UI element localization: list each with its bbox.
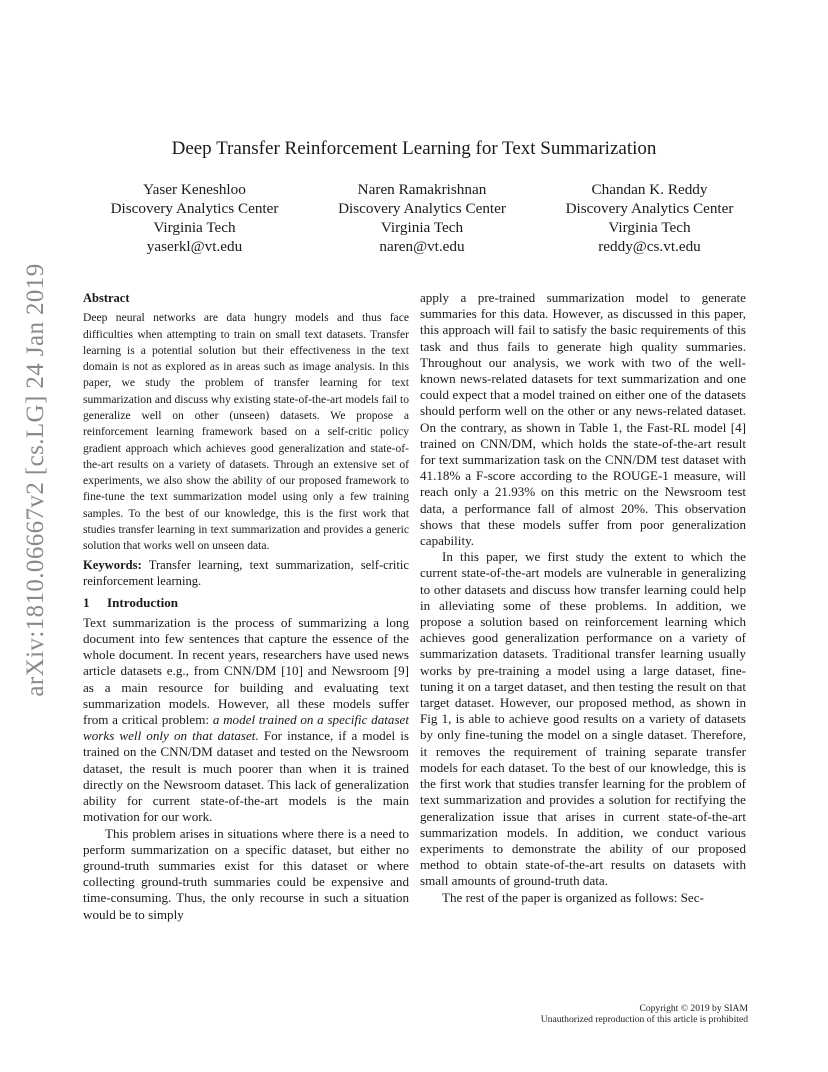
author-email: yaserkl@vt.edu (146, 238, 243, 255)
intro-paragraph-1-part-a: Text summarization is the process of summarizing a long document into few sentences that capture the essence of the whole document. In recent years, researchers have used news article datasets e.g., from CNN/DM [10] and Newsroom [9] as a main resource for building and evaluating text summarization models. However, all these models suffer from a critical problem: (83, 614, 409, 728)
keywords-label: Keywords (83, 557, 138, 572)
copyright-notice: Copyright © 2019 by SIAM (639, 1003, 748, 1014)
keywords: Keywords: Transfer learning, text summarization, self-critic reinforcement learning. (83, 557, 410, 588)
reproduction-notice: Unauthorized reproduction of this article is prohibited (540, 1014, 748, 1025)
author-name: Naren Ramakrishnan (357, 181, 487, 198)
section-title: Introduction (107, 594, 179, 610)
author-email: naren@vt.edu (379, 238, 465, 255)
author-institution: Virginia Tech (608, 219, 691, 236)
paper-title: Deep Transfer Reinforcement Learning for Text Summarization (171, 138, 657, 159)
author-2 (310, 180, 535, 256)
intro-paragraph-2: This problem arises in situations where there is a need to perform summarization on a specific dataset, but either no ground-truth summaries exist for this dataset or where collecting ground-truth summaries could be expensive and time-consuming. Thus, the only recourse in such a situation would be to simply (83, 825, 409, 922)
author-affiliation: Discovery Analytics Center (338, 200, 506, 217)
author-name: Yaser Keneshloo (143, 181, 246, 198)
arxiv-identifier (12, 263, 60, 697)
intro-paragraph-3: In this paper, we first study the extent to which the current state-of-the-art models are vulnerable in generalizing to other datasets and discuss how transfer learning could help in alleviating some of these problems. In addition, we propose a solution based on reinforcement learning which achieves good generalization performance on a variety of summarization datasets. Traditional transfer learning usually works by pre-training a model using a large dataset, fine-tuning it on a target dataset, and then testing the result on that target dataset. However, our proposed method, as shown in Fig 1, is able to achieve good results on a variety of datasets by only fine-tuning the model on a single dataset. Therefore, it removes the requirement of training separate transfer models for each dataset. To the best of our knowledge, this is the first work that studies transfer learning for the problem of text summarization and provides a solution for rectifying the generalization issue that arises in current state-of-the-art summarization models. In addition, we conduct various experiments to demonstrate the ability of our proposed method to obtain state-of-the-art results on datasets with small amounts of ground-truth data. (420, 549, 746, 889)
section-number: 1 (83, 594, 90, 610)
abstract-heading: Abstract (83, 291, 130, 305)
author-affiliation: Discovery Analytics Center (110, 200, 279, 217)
intro-paragraph-1-part-b: For instance, if a model is trained on the CNN/DM dataset and tested on the Newsroom dataset, the result is much poorer than when it is trained directly on the Newsroom dataset. This lack of generalization ability for current state-of-the-art models is the main motivation for our work. (83, 728, 409, 825)
author-email: reddy@cs.vt.edu (598, 238, 701, 255)
intro-paragraph-4: The rest of the paper is organized as follows: Sec- (442, 889, 704, 905)
intro-paragraph-2-continued: apply a pre-trained summarization model to generate summaries for this data. However, as discussed in this paper, this approach will fail to satisfy the basic requirements of this task and thus fails to generate high quality summaries. Throughout our analysis, we work with two of the well-known news-related datasets for text summarization and one could expect that a model trained on either one of the datasets should perform well on the other or any news-related dataset. On the contrary, as shown in Table 1, the Fast-RL model [4] trained on CNN/DM, which holds the state-of-the-art result for text summarization task on the CNN/DM test dataset with 41.18% a F-score according to the ROUGE-1 measure, will reach only a 21.93% on this metric on the Newsroom test data, a performance fall of almost 20%. This observation shows that these models suffer from poor generalization capability. (420, 290, 746, 549)
author-name: Chandan K. Reddy (591, 181, 708, 198)
intro-paragraph-1 (83, 615, 409, 826)
author-1 (82, 180, 307, 256)
section-heading-introduction (83, 595, 409, 611)
author-block (82, 180, 762, 256)
author-institution: Virginia Tech (153, 219, 236, 236)
intro-emphasis: a model trained on a specific dataset works well only on that dataset. (83, 712, 409, 744)
left-column (83, 290, 409, 923)
keywords-text: Transfer learning, text summarization, self-critic reinforcement learning. (83, 557, 410, 588)
page-footer (541, 1003, 748, 1025)
abstract-text: Deep neural networks are data hungry models and thus face difficulties when attempting to train on small text datasets. Transfer learning is a potential solution but their effectiveness in the text domain is not as explored as in areas such as image analysis. In this paper, we study the problem of transfer learning for text summarization and discuss why existing state-of-the-art models fail to generalize well on other (unseen) datasets. We propose a reinforcement learning framework based on a self-critic policy gradient approach which achieves good generalization and state-of-the-art results on a variety of datasets. Through an extensive set of experiments, we also show the ability of our proposed framework to fine-tune the text summarization model using only a few training samples. To the best of our knowledge, this is the first work that studies transfer learning in text summarization and provides a generic solution that works well on unseen data. (83, 311, 409, 553)
arxiv-identifier-text: arXiv:1810.06667v2 [cs.LG] 24 Jan 2019 (22, 263, 49, 697)
right-column (420, 290, 746, 906)
author-institution: Virginia Tech (380, 219, 464, 236)
author-3 (537, 180, 762, 256)
author-affiliation: Discovery Analytics Center (565, 200, 734, 217)
